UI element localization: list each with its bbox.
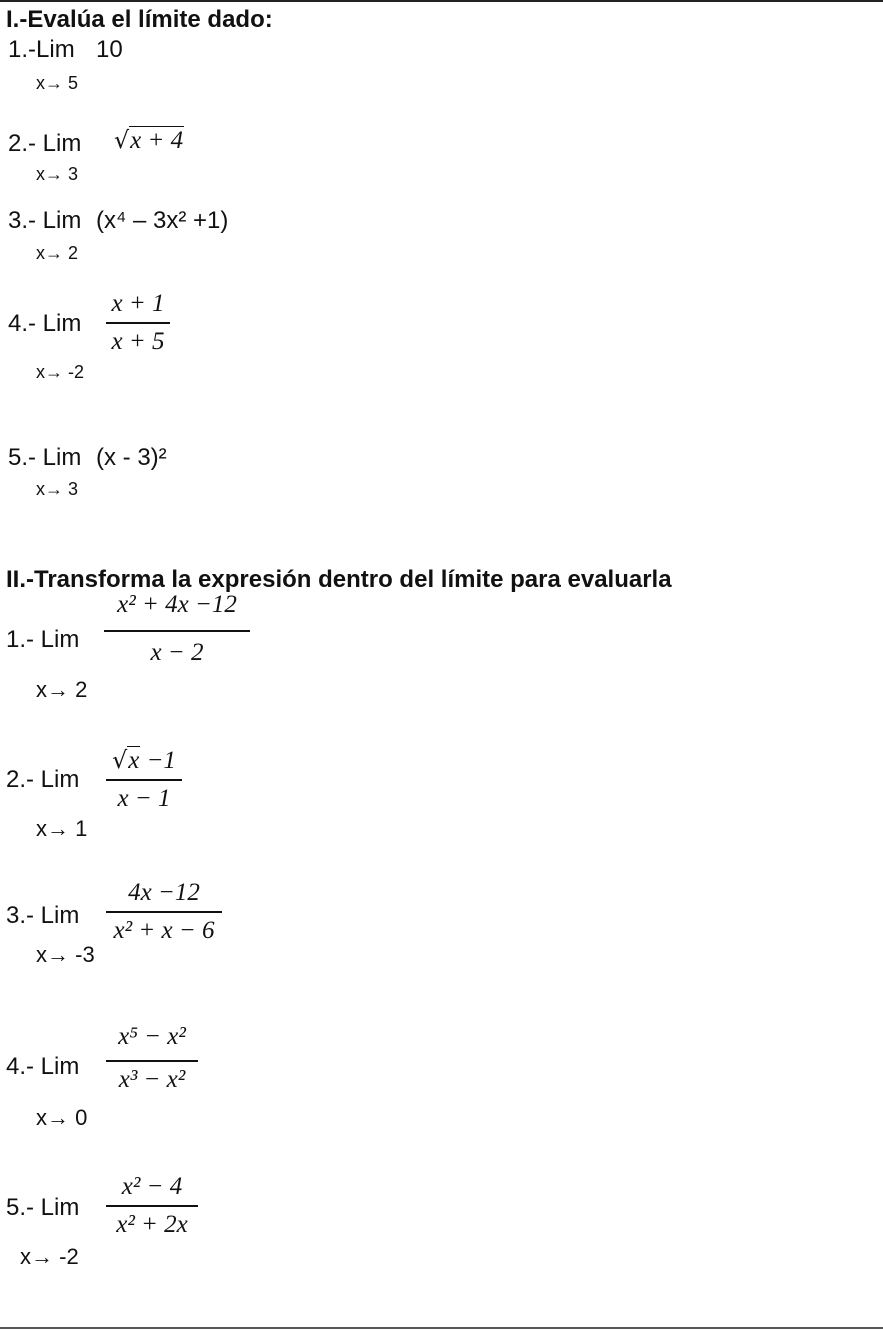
s1-item3-label: 3.- Lim <box>8 207 82 234</box>
numerator: x⁵ − x² <box>118 1023 186 1050</box>
fraction-bar <box>106 911 222 913</box>
denominator: x³ − x² <box>118 1065 186 1093</box>
numerator: x² + 4x −12 <box>117 591 237 618</box>
s1-item4-fraction <box>106 289 170 357</box>
s2-item1-fraction <box>104 590 250 668</box>
s1-item5-limit: x→ 3 <box>36 479 79 499</box>
s2-item5-limit: x→ -2 <box>20 1244 79 1269</box>
fraction-bar <box>106 779 182 781</box>
s1-item2-limit: x→ 3 <box>36 164 79 184</box>
s2-item4-label: 4.- Lim <box>6 1053 80 1080</box>
fraction-bar <box>106 322 170 324</box>
s2-item4-fraction <box>106 1022 198 1095</box>
s1-item2-expr <box>114 126 184 155</box>
s1-item5-expr: (x - 3)² <box>96 444 167 471</box>
s2-item3-label: 3.- Lim <box>6 902 80 929</box>
denominator: x² + x − 6 <box>113 916 215 944</box>
s1-item5-label: 5.- Lim <box>8 444 82 471</box>
numerator: x + 1 <box>111 290 165 317</box>
top-rule <box>0 0 883 2</box>
s2-item1-limit: x→ 2 <box>36 677 88 702</box>
s1-item3-limit: x→ 2 <box>36 243 79 263</box>
sqrt-symbol: √x <box>112 746 140 774</box>
section-1-title: I.-Evalúa el límite dado: <box>6 6 273 33</box>
sqrt-symbol: √x + 4 <box>114 126 184 154</box>
fraction-bar <box>106 1205 198 1207</box>
section-2-title: II.-Transforma la expresión dentro del límite para evaluarla <box>6 566 672 593</box>
s1-item1-limit: x→ 5 <box>36 73 79 93</box>
fraction-bar <box>106 1060 198 1062</box>
bottom-rule <box>0 1327 883 1329</box>
denominator: x + 5 <box>111 327 165 355</box>
denominator: x² + 2x <box>116 1210 188 1238</box>
numerator: 4x −12 <box>128 879 200 906</box>
denominator: x − 2 <box>150 638 204 666</box>
s1-item4-label: 4.- Lim <box>8 310 82 337</box>
s1-item4-limit: x→ -2 <box>36 362 85 382</box>
s1-item1-expr: 10 <box>96 36 123 63</box>
s1-item3-expr: (x⁴ – 3x² +1) <box>96 207 229 234</box>
s1-item1-label: 1.-Lim <box>8 36 75 63</box>
s2-item2-label: 2.- Lim <box>6 766 80 793</box>
numerator: √x −1 <box>112 746 176 774</box>
s2-item4-limit: x→ 0 <box>36 1105 88 1130</box>
s2-item2-limit: x→ 1 <box>36 816 88 841</box>
s2-item5-fraction <box>106 1172 198 1240</box>
fraction-bar <box>104 630 250 632</box>
s2-item2-fraction <box>106 745 182 814</box>
s2-item3-limit: x→ -3 <box>36 942 95 967</box>
s2-item1-label: 1.- Lim <box>6 626 80 653</box>
numerator: x² − 4 <box>121 1173 183 1200</box>
denominator: x − 1 <box>117 784 171 812</box>
s1-item2-label: 2.- Lim <box>8 130 82 157</box>
s2-item5-label: 5.- Lim <box>6 1194 80 1221</box>
s2-item3-fraction <box>106 878 222 946</box>
